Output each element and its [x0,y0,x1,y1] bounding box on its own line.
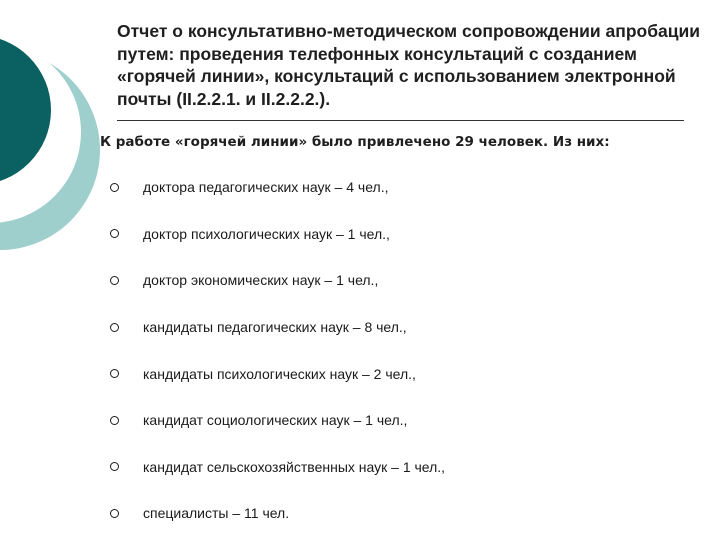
bullet-list [110,164,690,537]
list-item [110,211,690,258]
list-item-text: кандидаты психологических наук – 2 чел., [143,365,416,382]
list-item [110,444,690,491]
list-item [110,490,690,537]
list-item-text: доктора педагогических наук – 4 чел., [143,179,389,196]
list-item-text: кандидаты педагогических наук – 8 чел., [143,319,407,336]
decorative-circles [0,0,120,300]
list-item-text: специалисты – 11 чел. [143,505,290,522]
bullet-circle-icon [110,369,119,378]
bullet-circle-icon [110,323,119,332]
list-item [110,397,690,444]
bullet-circle-icon [110,229,119,238]
intro-text: К работе «горячей линии» было привлечено 29 человек. Из них: [100,134,610,150]
list-item-text: доктор психологических наук – 1 чел., [143,225,390,242]
list-item [110,164,690,211]
list-item-text: доктор экономических наук – 1 чел., [143,272,379,289]
bullet-circle-icon [110,509,119,518]
list-item-text: кандидат социологических наук – 1 чел., [143,412,408,429]
list-item [110,350,690,397]
slide-title: Отчет о консультативно-методическом сопровождении апробации путем: проведения телефонных консультаций с созданием «горячей линии», консультаций с использованием электронной почты (II.2.2.1. и II.2.2.2.). [117,21,701,109]
bullet-circle-icon [110,462,119,471]
list-item [110,304,690,351]
bullet-circle-icon [110,183,119,192]
bullet-circle-icon [110,416,119,425]
title-divider [117,120,684,121]
list-item [110,257,690,304]
list-item-text: кандидат сельскохозяйственных наук – 1 чел., [143,458,446,475]
bullet-circle-icon [110,276,119,285]
